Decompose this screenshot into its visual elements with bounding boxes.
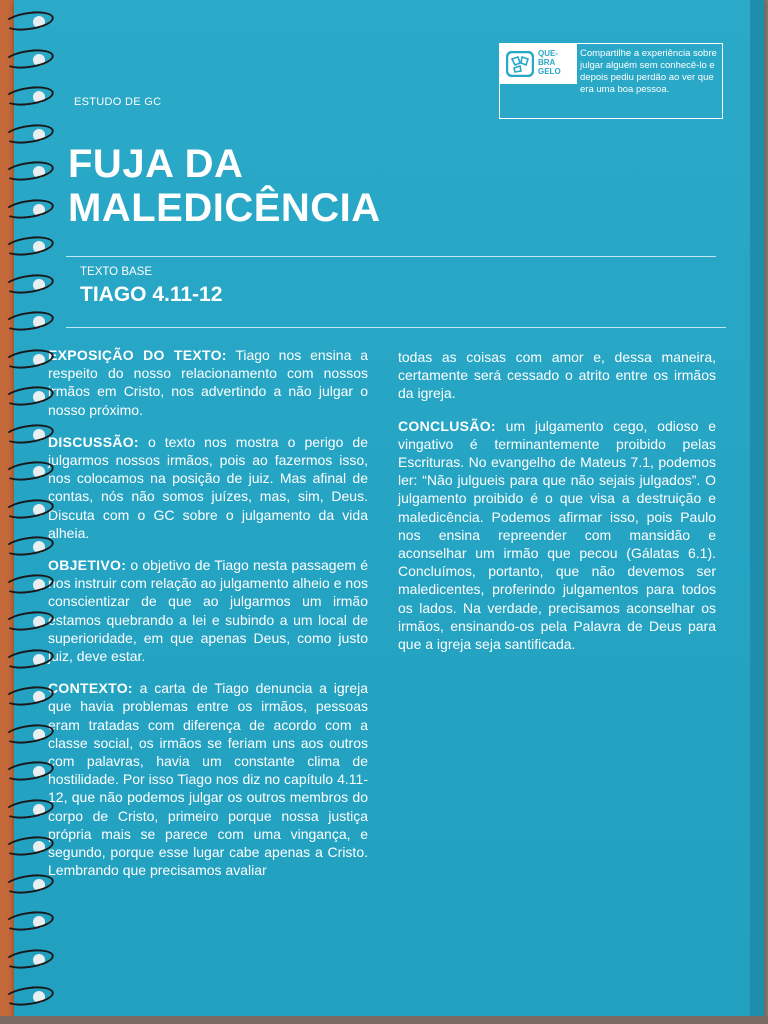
spiral-ring	[3, 309, 55, 334]
desk-edge-bottom	[0, 1016, 768, 1024]
section-discussao: DISCUSSÃO: o texto nos mostra o perigo de julgarmos nossos irmãos, pois ao fazermos isso, nos colocamos na posição de juiz. Mas afinal de contas, nós não somos juízes, mas, sim, Deus. Discuta com o GC sobre o julgamento da vida alheia.	[48, 433, 368, 541]
ice-cube-icon	[506, 51, 534, 77]
spiral-ring	[3, 234, 55, 259]
notebook-page	[14, 0, 764, 1018]
spiral-ring	[3, 834, 55, 859]
spiral-ring	[3, 909, 55, 934]
spiral-ring	[3, 759, 55, 784]
base-text-label: TEXTO BASE	[80, 266, 153, 278]
left-column	[48, 346, 368, 893]
eyebrow-label: ESTUDO DE GC	[74, 96, 162, 108]
spiral-ring	[3, 534, 55, 559]
divider	[66, 327, 726, 328]
spiral-ring	[3, 496, 55, 521]
spiral-ring	[3, 459, 55, 484]
logo-wordmark: QUE- BRA GELO	[538, 49, 561, 76]
spiral-binding	[0, 0, 60, 1018]
divider	[66, 256, 716, 257]
spiral-ring	[3, 871, 55, 896]
spiral-ring	[3, 984, 55, 1009]
page-title: FUJA DA MALEDICÊNCIA	[68, 142, 381, 230]
spiral-ring	[3, 346, 55, 371]
spiral-ring	[3, 609, 55, 634]
spiral-ring	[3, 84, 55, 109]
spiral-ring	[3, 684, 55, 709]
icebreaker-question: Compartilhe a experiência sobre julgar alguém sem conhecê-lo e depois pediu perdão ao ver que era uma boa pessoa.	[580, 48, 717, 95]
right-column	[398, 348, 716, 667]
spiral-ring	[3, 421, 55, 446]
spiral-ring	[3, 946, 55, 971]
spiral-ring	[3, 9, 55, 34]
spiral-ring	[3, 384, 55, 409]
spiral-ring	[3, 721, 55, 746]
spiral-ring	[3, 796, 55, 821]
base-text-reference: TIAGO 4.11-12	[80, 283, 223, 306]
section-contexto: CONTEXTO: a carta de Tiago denuncia a igreja que havia problemas entre os irmãos, pessoas eram tratadas com diferença de acordo com a classe social, os irmãos se feriam uns aos outros com palavras, havia um constante clima de hostilidade. Por isso Tiago nos diz no capítulo 4.11-12, que não podemos julgar os outros membros do corpo de Cristo, primeiro porque nossa justiça própria mais se parece com uma vingança, e segundo, porque esse lugar cabe apenas a Cristo. Lembrando que precisamos avaliar	[48, 680, 368, 879]
brand-prompt-box	[499, 43, 723, 119]
spiral-ring	[3, 271, 55, 296]
section-exposicao: EXPOSIÇÃO DO TEXTO: Tiago nos ensina a respeito do nosso relacionamento com nossos irmãos em Cristo, nos advertindo a não julgar o nosso próximo.	[48, 347, 368, 418]
quebra-gelo-logo	[500, 44, 577, 84]
section-contexto-continued: todas as coisas com amor e, dessa maneira, certamente será cessado o atrito entre os irmãos da igreja.	[398, 349, 716, 402]
spiral-ring	[3, 121, 55, 146]
spiral-ring	[3, 571, 55, 596]
spiral-ring	[3, 46, 55, 71]
section-objetivo: OBJETIVO: o objetivo de Tiago nesta passagem é nos instruir com relação ao julgamento alheio e nos conscientizar de que ao julgarmos um irmão estamos quebrando a lei e subindo a um local de superioridade, em que apenas Deus, como justo juiz, deve estar.	[48, 557, 368, 665]
spiral-ring	[3, 159, 55, 184]
spiral-ring	[3, 196, 55, 221]
spiral-ring	[3, 646, 55, 671]
section-conclusao: CONCLUSÃO: um julgamento cego, odioso e vingativo é terminantemente proibido pelas Escrituras. No evangelho de Mateus 7.1, podemos ler: “Não julgueis para que não sejais julgados”. O julgamento proibido é o que visa a destruição e maledicência. Podemos afirmar isso, pois Paulo nos ensina repreender com mansidão e aconselhar um irmão que pecou (Gálatas 6.1). Concluímos, portanto, que não devemos ser maledicentes, proferindo julgamentos para todos os lados. Na verdade, precisamos aconselhar os irmãos, ensinando-os pela Palavra de Deus para que a igreja seja santificada.	[398, 417, 716, 653]
page-edge	[750, 0, 764, 1018]
